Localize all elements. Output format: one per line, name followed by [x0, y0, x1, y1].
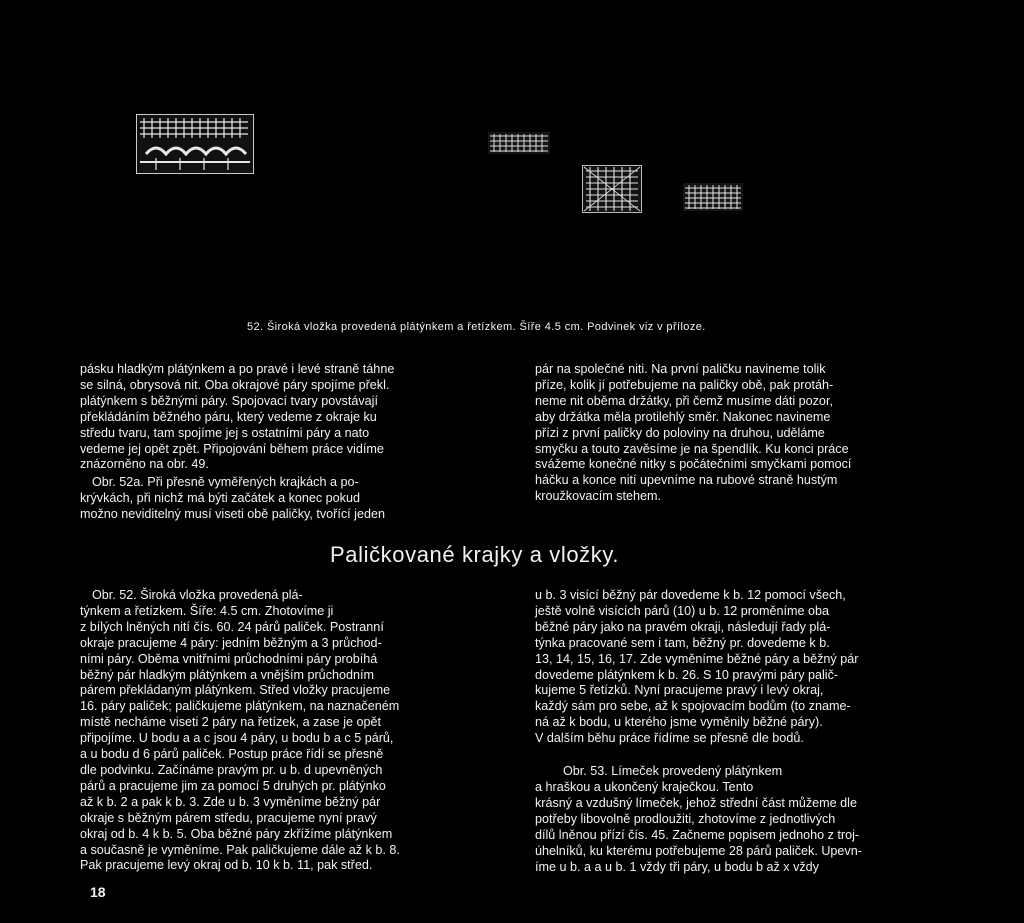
text-line: okraj od b. 4 k b. 5. Oba běžné páry zkřížíme plátýnkem: [80, 826, 393, 841]
text-line: Obr. 52a. Při přesně vyměřených krajkách a po-: [92, 475, 359, 490]
text-line: týnkem a řetízkem. Šíře: 4.5 cm. Zhotovíme ji: [80, 603, 334, 618]
top-left-column: [80, 362, 506, 523]
text-line: krývkách, při nichž má býti začátek a konec pokud: [80, 491, 360, 506]
text-line: znázorněno na obr. 49.: [80, 457, 209, 472]
lace-photo-52-right: [683, 183, 743, 211]
text-line: z bílých lněných nití čís. 60. 24 párů paliček. Postranní: [80, 619, 384, 634]
text-line: ještě volně visících párů (10) u b. 12 proměníme oba: [535, 603, 830, 618]
text-line: připojíme. U bodu a a c jsou 4 páry, u bodu b a c 5 párů,: [80, 731, 394, 746]
bottom-right-column: [535, 588, 965, 875]
text-line: ními páry. Oběma vnitřními průchodními páry probíhá: [80, 651, 378, 666]
text-line: smyčku a touto zavěsíme je na špendlík. Ku konci práce: [535, 441, 849, 456]
text-line: okraje pracujeme 4 páry: jedním běžným a 3 průchod-: [80, 635, 382, 650]
text-line: 16. páry paliček; paličkujeme plátýnkem, na naznačeném: [80, 699, 400, 714]
text-line: u b. 3 visící běžný pár dovedeme k b. 12 pomocí všech,: [535, 588, 846, 602]
text-line: ná až k bodu, u kterého jsme vyměnily běžné páry).: [535, 715, 823, 730]
text-line: týnka pracované sem i tam, běžný pr. dovedeme k b.: [535, 635, 830, 650]
text-line: dovedeme plátýnkem k b. 26. S 10 pravými páry palič-: [535, 667, 839, 682]
text-line: Pak pracujeme levý okraj od b. 10 k b. 11, pak střed.: [80, 858, 373, 873]
text-line: se silná, obrysová nit. Oba okrajové páry spojíme překl.: [80, 377, 390, 392]
text-line: kroužkovacím stehem.: [535, 489, 661, 504]
text-line: aby držátka měla protilehlý směr. Nakonec navineme: [535, 409, 831, 424]
text-line: pár na společné niti. Na první paličku navineme tolik: [535, 362, 826, 376]
text-line: úhelníků, ku kterému potřebujeme 28 párů paliček. Upevn-: [535, 843, 862, 858]
text-line: místě necháme viseti 2 páry na řetízek, a zase je opět: [80, 715, 382, 730]
text-line: překládáním běžného páru, který vedeme z okraje ku: [80, 409, 377, 424]
text-line: středu tvaru, tam spojíme jej s ostatními páry a nato: [80, 425, 370, 440]
text-line: a hraškou a ukončený kraječkou. Tento: [535, 779, 754, 794]
text-line: každý sám pro sebe, až k spojovacím bodům (to zname-: [535, 699, 851, 714]
text-line: a současně je vyměníme. Pak paličkujeme dále až k b. 8.: [80, 842, 400, 857]
text-line: Obr. 52. Široká vložka provedená plá-: [92, 588, 303, 602]
lace-photo-52-top-mid: [488, 132, 550, 154]
text-line: potřeby libovolně prodloužiti, zhotovíme z jednotlivých: [535, 811, 836, 826]
text-line: příze, kolik jí potřebujeme na paličky obě, pak protáh-: [535, 377, 834, 392]
text-line: vedeme jej opět zpět. Připojování během práce vidíme: [80, 441, 384, 456]
lace-photo-52-bottom-mid: [582, 165, 642, 213]
text-line: dílů lněnou přízí čís. 45. Začneme popisem jednoho z troj-: [535, 827, 860, 842]
text-line: svážeme konečné nitky s počátečními smyčkami pomocí: [535, 457, 852, 472]
text-line: háčku a konce nití upevníme na rubové straně hustým: [535, 473, 838, 488]
text-line: 13, 14, 15, 16, 17. Zde vyměníme běžné páry a běžný pár: [535, 651, 859, 666]
text-line: dle podvinku. Začínáme pravým pr. u b. d upevněných: [80, 762, 383, 777]
text-line: a u bodu d 6 párů paliček. Postup práce řídí se přesně: [80, 747, 384, 762]
top-right-column: [535, 362, 963, 505]
bottom-left-column: [80, 588, 508, 874]
text-line: běžný pár hladkým plátýnkem a vnějším průchodním: [80, 667, 374, 682]
text-line: íme u b. a a u b. 1 vždy tři páry, u bodu b až x vždy: [535, 859, 819, 874]
text-line: plátýnkem s běžnými páry. Spojovací tvary povstávají: [80, 393, 378, 408]
text-line: párem překládaným plátýnkem. Střed vložky pracujeme: [80, 683, 391, 698]
page-number: 18: [90, 884, 106, 900]
lace-photo-52-left: [136, 114, 254, 174]
text-line: běžné páry jako na pravém okraji, následují řady plá-: [535, 619, 831, 634]
text-line: V dalším běhu práce řídíme se přesně dle bodů.: [535, 731, 804, 746]
figure-caption: 52. Široká vložka provedená plátýnkem a řetízkem. Šíře 4.5 cm. Podvinek viz v příloze.: [247, 321, 706, 333]
text-line: párů a pracujeme jim za pomocí 5 druhých pr. plátýnko: [80, 778, 386, 793]
text-line: pásku hladkým plátýnkem a po pravé i levé straně táhne: [80, 362, 395, 376]
text-line: možno neviditelný musí viseti obě paličky, tvořící jeden: [80, 507, 385, 522]
text-line: okraje s běžným párem středu, pracujeme nyní pravý: [80, 810, 377, 825]
text-line: neme nit oběma držátky, při čemž musíme dáti pozor,: [535, 393, 833, 408]
text-line: krásný a vzdušný límeček, jehož střední část můžeme dle: [535, 795, 857, 810]
text-line: Obr. 53. Límeček provedený plátýnkem: [563, 764, 783, 779]
text-line: až k b. 2 a pak k b. 3. Zde u b. 3 vyměníme běžný pár: [80, 794, 381, 809]
section-heading: Paličkované krajky a vložky.: [330, 542, 620, 567]
text-line: přízi z první paličky do poloviny na druhou, uděláme: [535, 425, 825, 440]
text-line: kujeme 5 řetízků. Nyní pracujeme pravý i levý okraj,: [535, 683, 824, 698]
